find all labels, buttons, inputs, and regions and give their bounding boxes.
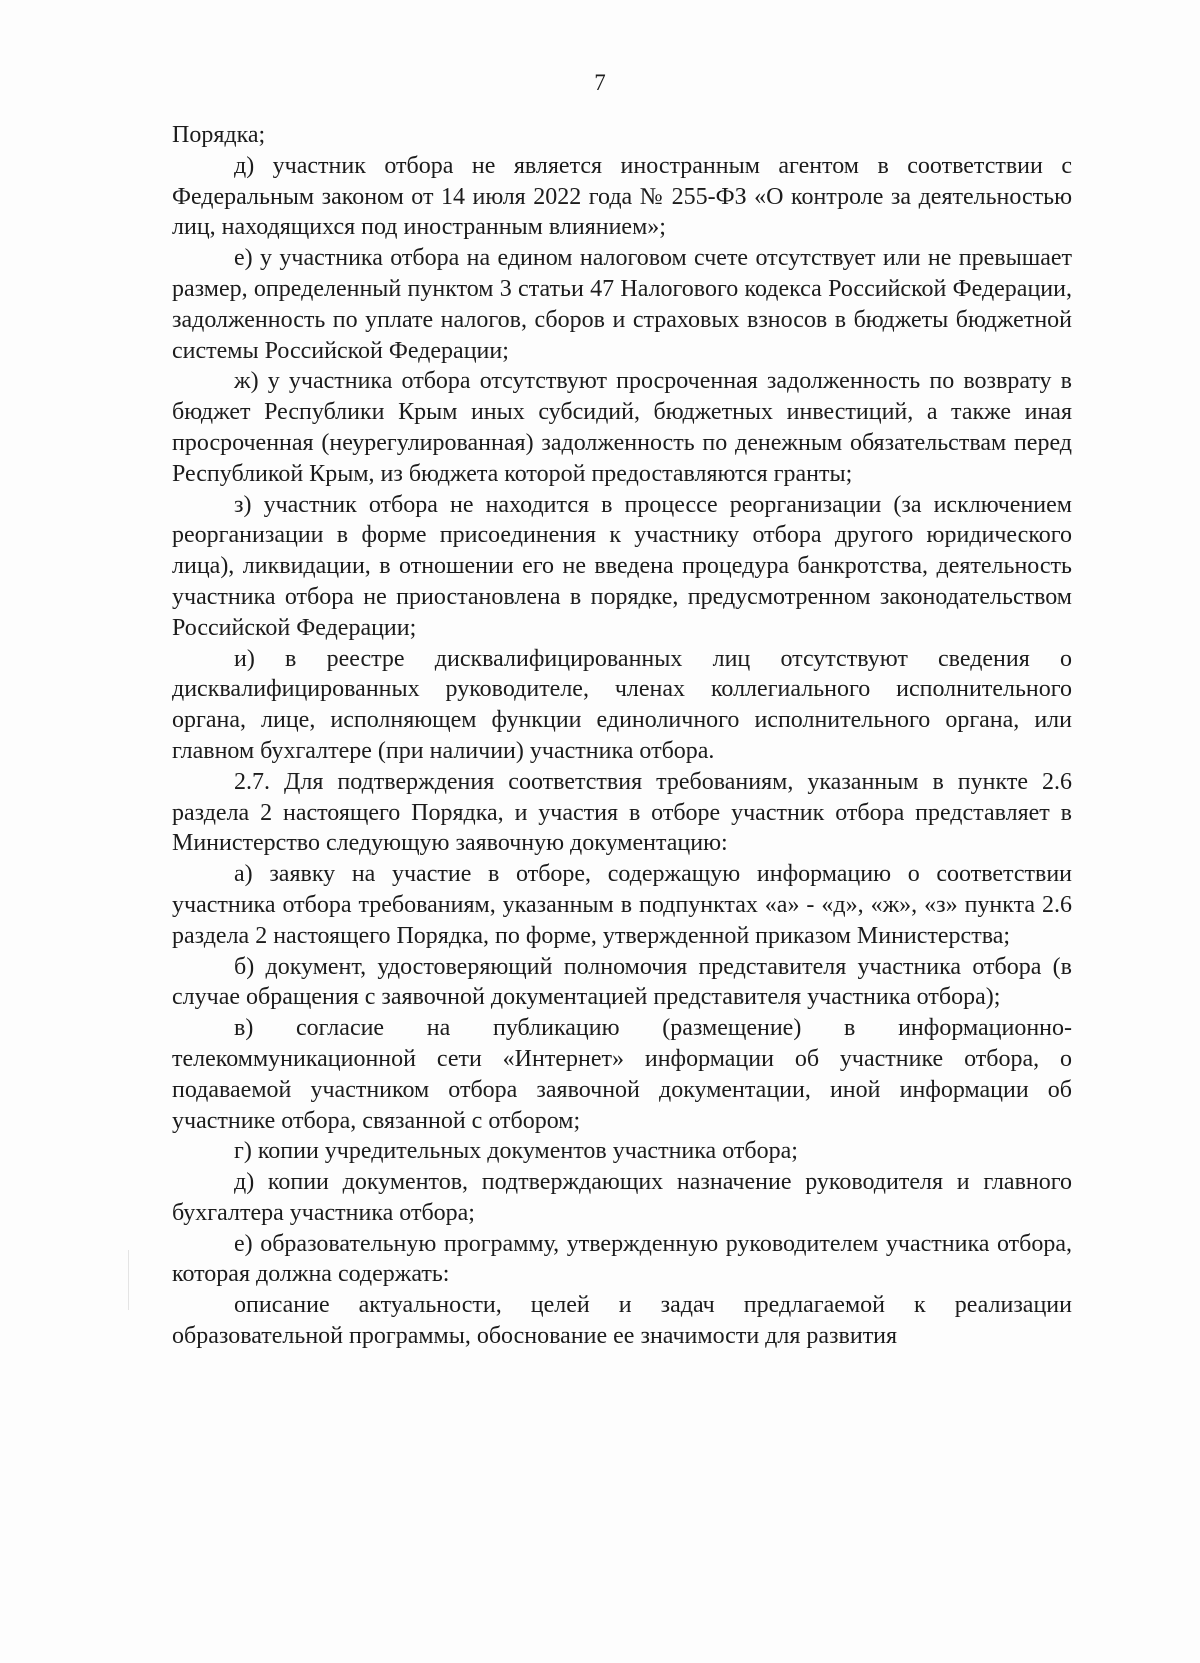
paragraph-item-z: з) участник отбора не находится в процессе реорганизации (за исключением реорганизации в форме присоединения к участнику отбора другого юридического лица), ликвидации, в отношении его не введена процедура банкротства, деятельность участника отбора не приостановлена в порядке, предусмотренном законодательством Российской Федерации; [172, 491, 1072, 641]
paragraph-item-b: б) документ, удостоверяющий полномочия представителя участника отбора (в случае обращения с заявочной документацией представителя участника отбора); [172, 953, 1072, 1011]
page-number: 7 [594, 70, 606, 95]
paragraph-item-i: и) в реестре дисквалифицированных лиц отсутствуют сведения о дисквалифицированных руководителе, членах коллегиального исполнительного органа, лице, исполняющем функции единоличного исполнительного органа, или главном бухгалтере (при наличии) участника отбора. [172, 645, 1072, 764]
document-body [172, 120, 1072, 1352]
paragraph-item-a: а) заявку на участие в отборе, содержащую информацию о соответствии участника отбора требованиям, указанным в подпунктах «а» - «д», «ж», «з» пункта 2.6 раздела 2 настоящего Порядка, по форме, утвержденной приказом Министерства; [172, 861, 1072, 949]
paragraph-item-zh: ж) у участника отбора отсутствуют просроченная задолженность по возврату в бюджет Республики Крым иных субсидий, бюджетных инвестиций, а также иная просроченная (неурегулированная) задолженность по денежным обязательствам перед Республикой Крым, из бюджета которой предоставляются гранты; [172, 368, 1072, 487]
paragraph-item-g: г) копии учредительных документов участника отбора; [234, 1138, 798, 1165]
paragraph-continuation: Порядка; [172, 122, 266, 148]
paragraph-item-e2: е) образовательную программу, утвержденную руководителем участника отбора, которая должна содержать: [172, 1230, 1072, 1288]
scan-artifact [128, 1250, 129, 1310]
paragraph-section-2-7: 2.7. Для подтверждения соответствия требованиям, указанным в пункте 2.6 раздела 2 настоящего Порядка, и участия в отборе участник отбора представляет в Министерство следующую заявочную документацию: [172, 768, 1072, 857]
paragraph-item-d2: д) копии документов, подтверждающих назначение руководителя и главного бухгалтера участника отбора; [172, 1169, 1072, 1226]
paragraph-item-e: е) у участника отбора на едином налоговом счете отсутствует или не превышает размер, определенный пунктом 3 статьи 47 Налогового кодекса Российской Федерации, задолженность по уплате налогов, сборов и страховых взносов в бюджеты бюджетной системы Российской Федерации; [172, 245, 1072, 364]
paragraph-item-d: д) участник отбора не является иностранным агентом в соответствии с Федеральным законом от 14 июля 2022 года № 255-ФЗ «О контроле за деятельностью лиц, находящихся под иностранным влиянием»; [172, 152, 1072, 241]
paragraph-description: описание актуальности, целей и задач предлагаемой к реализации образовательной программы, обоснование ее значимости для развития [172, 1292, 1072, 1350]
paragraph-item-v: в) согласие на публикацию (размещение) в информационно-телекоммуникационной сети «Интернет» информации об участнике отбора, о подаваемой участником отбора заявочной документации, иной информации об участнике отбора, связанной с отбором; [172, 1015, 1072, 1134]
